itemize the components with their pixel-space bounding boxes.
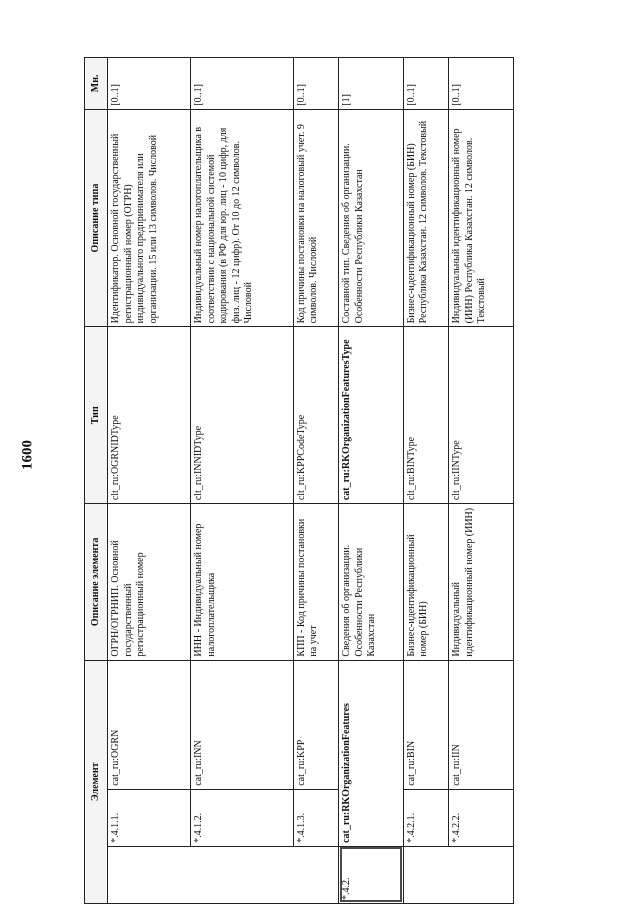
row-name: cat_ru:RKOrganizationFeatures xyxy=(339,660,404,846)
header-element-description: Описание элемента xyxy=(85,504,108,660)
row-name: cat_ru:OGRN xyxy=(108,660,191,789)
indent-cell xyxy=(403,846,513,903)
row-type-description: Составной тип. Сведения об организации. Особенности Республики Казахстан xyxy=(339,109,404,327)
row-name: cat_ru:KPP xyxy=(293,660,339,789)
row-description: Сведения об организации. Особенности Республики Казахстан xyxy=(339,504,404,660)
header-type: Тип xyxy=(85,327,108,504)
table-row xyxy=(108,58,191,904)
row-type-description: Индивидуальный идентификационный номер (ИИН) Республика Казахстан. 12 символов. Текстовый xyxy=(449,109,514,327)
row-type: clt_ru:BINType xyxy=(403,327,449,504)
elements-table xyxy=(84,57,514,904)
table-row xyxy=(293,58,339,904)
table-row xyxy=(339,58,404,904)
row-multiplicity: [0..1] xyxy=(449,58,514,110)
row-number: *.4.1.2. xyxy=(191,789,293,846)
header-type-description: Описание типа xyxy=(85,109,108,327)
row-number: *.4.2.1. xyxy=(403,789,449,846)
table-row xyxy=(449,58,514,904)
row-multiplicity: [0..1] xyxy=(403,58,449,110)
header-multiplicity: Мн. xyxy=(85,58,108,110)
table-header-row xyxy=(85,58,108,904)
row-type-description: Индивидуальный номер налогоплательщика в соответствии с национальной системой кодирования (в РФ для юр. лиц - 10 цифр, для физ. лиц - 12 цифр). От 10 до 12 символов. Числовой xyxy=(191,109,293,327)
row-description: ИНН - Индивидуальный номер налогоплательщика xyxy=(191,504,293,660)
row-number: *.4.2.2. xyxy=(449,789,514,846)
table-row xyxy=(191,58,293,904)
row-type-description: Бизнес-идентификационный номер (БИН) Республика Казахстан. 12 символов. Текстовый xyxy=(403,109,449,327)
row-type: clt_ru:INNIDType xyxy=(191,327,293,504)
row-type: clt_ru:OGRNIDType xyxy=(108,327,191,504)
row-type-description: Идентификатор. Основной государственный регистрационный номер (ОГРН) индивидуального предпринимателя или организации. 15 или 13 символов. Числовой xyxy=(108,109,191,327)
table-wrapper xyxy=(84,57,514,904)
row-multiplicity: [0..1] xyxy=(108,58,191,110)
rotated-table-container xyxy=(84,57,514,904)
row-multiplicity: [0..1] xyxy=(293,58,339,110)
row-description: Индивидуальный идентификационный номер (ИИН) xyxy=(449,504,514,660)
row-type: clt_ru:KPPCodeType xyxy=(293,327,339,504)
row-name: cat_ru:INN xyxy=(191,660,293,789)
row-type-description: Код причины постановки на налоговый учет. 9 символов. Числовой xyxy=(293,109,339,327)
indent-cell xyxy=(108,846,339,903)
table-row xyxy=(403,58,449,904)
header-element: Элемент xyxy=(85,660,108,903)
row-description: КПП - Код причины постановки на учет xyxy=(293,504,339,660)
row-type: cat_ru:RKOrganizationFeaturesType xyxy=(339,327,404,504)
row-type: clt_ru:IINType xyxy=(449,327,514,504)
row-multiplicity: [0..1] xyxy=(191,58,293,110)
row-name: cat_ru:IIN xyxy=(449,660,514,789)
row-number: *.4.1.1. xyxy=(108,789,191,846)
row-description: Бизнес-идентификационный номер (БИН) xyxy=(403,504,449,660)
page-number: 1600 xyxy=(19,440,36,470)
row-name: cat_ru:BIN xyxy=(403,660,449,789)
row-description: ОГРН/ОГРНИП. Основной государственный регистрационный номер xyxy=(108,504,191,660)
row-multiplicity: [1] xyxy=(339,58,404,110)
row-number: *.4.2. xyxy=(339,846,404,903)
row-number: *.4.1.3. xyxy=(293,789,339,846)
